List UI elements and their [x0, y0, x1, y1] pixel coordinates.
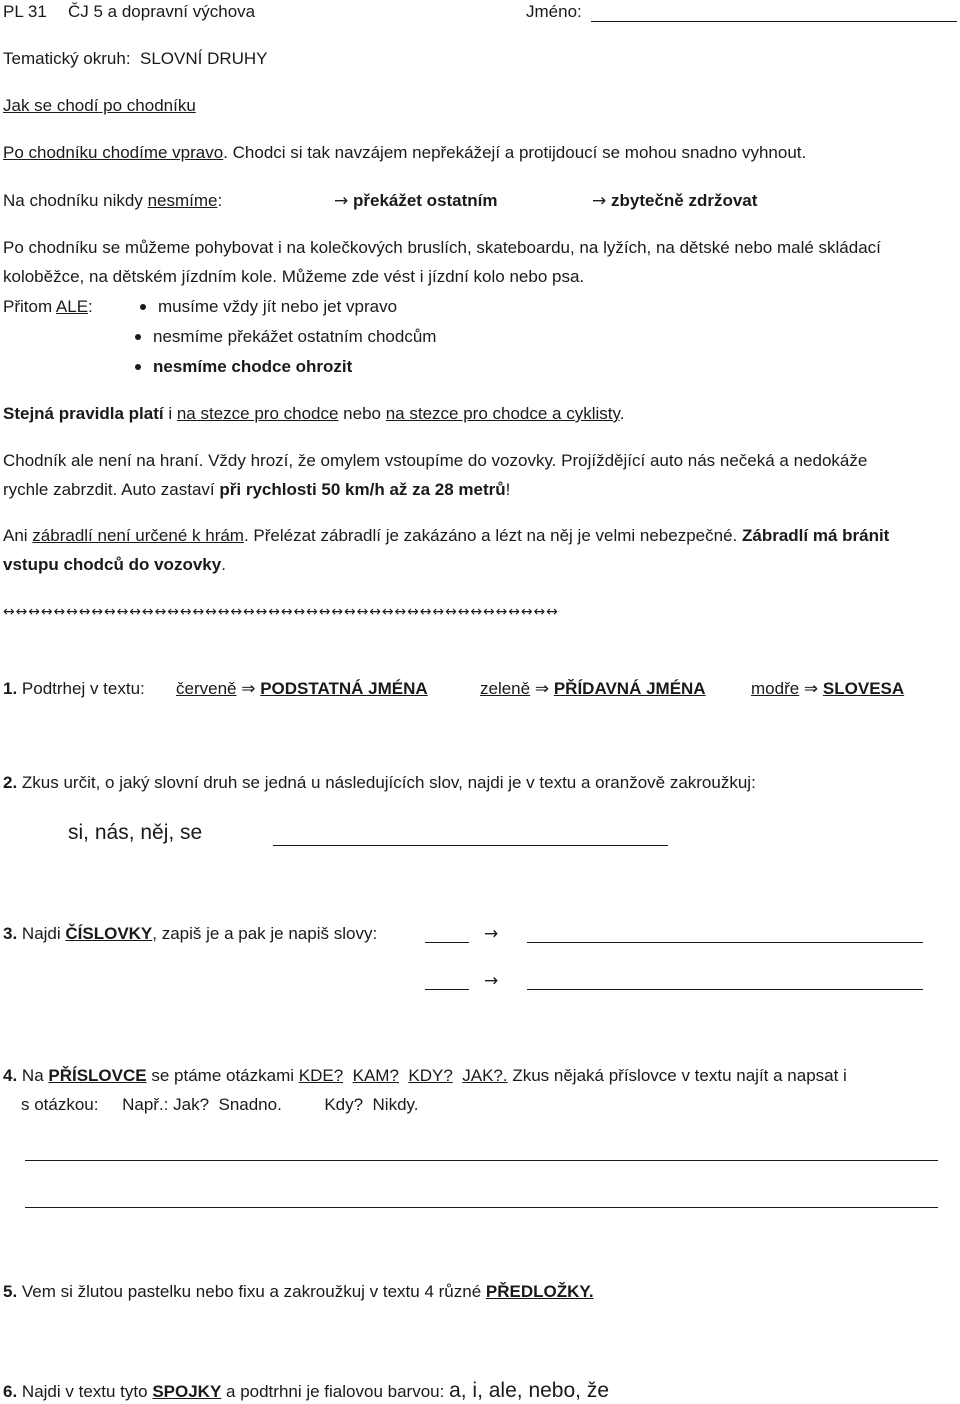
arrow-right-icon: →	[592, 191, 607, 211]
paragraph-4-line-2: vstupu chodců do vozovky.	[3, 555, 226, 574]
never-item-1: → překážet ostatním	[334, 191, 498, 211]
task-1-blue: modře ⇒ SLOVESA	[751, 679, 905, 699]
never-prefix: Na chodníku nikdy	[3, 191, 148, 210]
task-3: 3. Najdi ČÍSLOVKY, zapiš je a pak je napiš slovy:	[3, 924, 378, 943]
p1-rest: . Chodci si tak navzájem nepřekážejí a protijdoucí se mohou snadno vyhnout.	[223, 143, 807, 162]
answer-line[interactable]	[527, 989, 923, 990]
topic	[3, 48, 268, 70]
task-6-words: a, i, ale, nebo, že	[449, 1379, 610, 1402]
bullet-item: nesmíme překážet ostatním chodcům	[135, 326, 436, 348]
task-6: 6. Najdi v textu tyto SPOJKY a podtrhni je fialovou barvou: a, i, ale, nebo, že	[3, 1379, 610, 1402]
never-item-2: → zbytečně zdržovat	[592, 191, 758, 211]
task-4: 4. Na PŘÍSLOVCE se ptáme otázkami KDE? KAM? KDY? JAK?. Zkus nějaká příslovce v textu najít a napsat i	[3, 1066, 847, 1085]
double-arrow-right-icon: ⇒	[241, 679, 256, 699]
bullet-icon	[135, 334, 141, 340]
bullet-icon	[135, 364, 141, 370]
never-colon: :	[217, 191, 223, 210]
paragraph-1	[3, 142, 806, 164]
task-2: 2. Zkus určit, o jaký slovní druh se jedná u následujících slov, najdi je v textu a oranžově zakroužkuj:	[3, 773, 756, 792]
task-5: 5. Vem si žlutou pastelku nebo fixu a zakroužkuj v textu 4 různé PŘEDLOŽKY.	[3, 1282, 594, 1301]
task-4-line-2: s otázkou: Např.: Jak? Snadno. Kdy? Nikdy.	[21, 1095, 419, 1114]
arrow-right-icon: →	[484, 924, 499, 944]
task-1-red: červeně ⇒ PODSTATNÁ JMÉNA	[176, 679, 428, 699]
never-keyword: nesmíme	[147, 191, 218, 210]
p1-underlined: Po chodníku chodíme vpravo	[3, 143, 224, 162]
arrow-right-icon: →	[334, 191, 349, 211]
answer-line[interactable]	[25, 1160, 938, 1161]
arrow-divider: ↔↔↔↔↔↔↔↔↔↔↔↔↔↔↔↔↔↔↔↔↔↔↔↔↔↔↔↔↔↔↔↔↔↔↔↔↔↔↔↔↔↔↔↔	[3, 604, 559, 620]
rules-line: Stejná pravidla platí i na stezce pro chodce nebo na stezce pro chodce a cyklisty.	[3, 404, 625, 423]
answer-line[interactable]	[527, 942, 923, 943]
double-arrow-right-icon: ⇒	[534, 679, 550, 699]
task-2-words: si, nás, něj, se	[68, 821, 203, 844]
bullet-item: nesmíme chodce ohrozit	[135, 356, 352, 378]
topic-label: Tematický okruh:	[3, 49, 131, 68]
page-title: Jak se chodí po chodníku	[3, 96, 196, 115]
paragraph-2-line-1: Po chodníku se můžeme pohybovat i na kolečkových bruslích, skateboardu, na lyžích, na dětské nebo malé skládací	[3, 238, 881, 257]
paragraph-3-line-2: rychle zabrzdit. Auto zastaví při rychlosti 50 km/h až za 28 metrů!	[3, 480, 511, 499]
header-code: PL 31	[3, 2, 47, 21]
task-1: 1. Podtrhej v textu:	[3, 679, 145, 698]
but-keyword: ALE	[55, 297, 89, 316]
header-subject: ČJ 5 a dopravní výchova	[68, 2, 256, 21]
paragraph-3-line-1: Chodník ale není na hraní. Vždy hrozí, že omylem vstoupíme do vozovky. Projíždějící auto nás nečeká a nedokáže	[3, 451, 868, 470]
never-line	[3, 190, 222, 212]
bullet-icon	[140, 304, 146, 310]
task-1-green: zeleně ⇒ PŘÍDAVNÁ JMÉNA	[480, 679, 706, 699]
but-label: Přitom ALE:	[3, 297, 93, 316]
paragraph-4-line-1: Ani zábradlí není určené k hrám. Přelézat zábradlí je zakázáno a lézt na něj je velmi nebezpečné. Zábradlí má bránit	[3, 526, 890, 545]
name-label: Jméno:	[526, 2, 582, 21]
arrow-right-icon: →	[484, 971, 499, 991]
answer-line[interactable]	[273, 845, 668, 846]
answer-short-line[interactable]	[425, 942, 469, 943]
bullet-item: musíme vždy jít nebo jet vpravo	[140, 296, 397, 318]
name-field-line[interactable]	[591, 21, 957, 22]
double-arrow-right-icon: ⇒	[803, 679, 819, 699]
answer-line[interactable]	[25, 1207, 938, 1208]
topic-value: SLOVNÍ DRUHY	[140, 49, 268, 68]
paragraph-2-line-2: koloběžce, na dětském jízdním kole. Můžeme zde vést i jízdní kolo nebo psa.	[3, 267, 585, 286]
answer-short-line[interactable]	[425, 989, 469, 990]
